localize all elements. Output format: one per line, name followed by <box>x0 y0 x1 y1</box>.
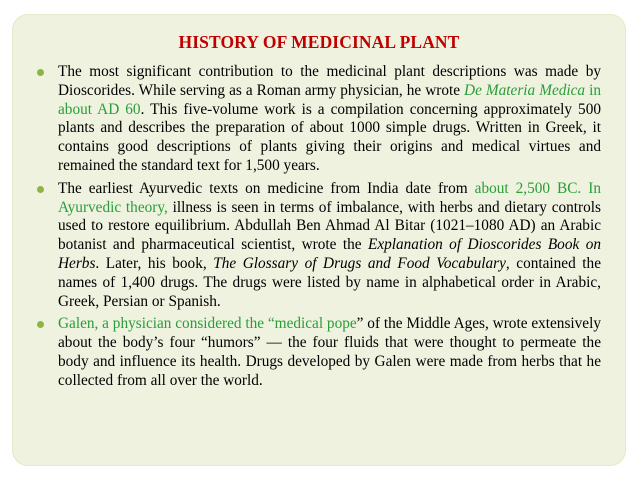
book-title-explanation: Explanation of Dioscorides Book on Herbs <box>58 236 601 272</box>
galen-highlight: Galen, a physician considered the “medical pope <box>58 315 357 333</box>
text-segment: . This five-volume work is a compilation concerning approximately 500 plants and describes the preparation of about 1000 simple drugs. Written in Greek, it contains good descriptions of plants giving their origins and medical virtues and remained the standard text for 1,500 years. <box>58 100 601 174</box>
text-segment: ” of the Middle Ages, wrote extensively about the body’s four “humors” — the four fluids that were thought to permeate the body and influence its health. Drugs developed by Galen were made from herbs that he collected from all over the world. <box>58 315 601 389</box>
text-segment: , contained the names of 1,400 drugs. The drugs were listed by name in alphabetical order in Arabic, Greek, Persian or Spanish. <box>58 254 601 310</box>
bullet-list <box>37 63 601 395</box>
text-segment: . Later, his book, <box>95 254 214 272</box>
bullet-galen <box>37 315 601 390</box>
slide-title: HISTORY OF MEDICINAL PLANT <box>178 32 460 52</box>
text-segment: illness is seen in terms of imbalance, with herbs and dietary controls used to restore equilibrium. Abdullah Ben Ahmad Al Bitar (1021–1080 AD) an Arabic botanist and pharmaceutical scientist, wrote the <box>58 198 601 254</box>
bullet-ayurvedic <box>37 180 601 312</box>
bullet-dot-icon <box>37 69 44 76</box>
ayurvedic-highlight: about 2,500 BC. In Ayurvedic theory, <box>58 179 601 216</box>
bullet-dot-icon <box>37 321 44 328</box>
bullet-dot-icon <box>37 186 44 193</box>
text-segment: The most significant contribution to the medicinal plant descriptions was made by Dioscorides. While serving as a Roman army physician, he wrote <box>58 63 601 99</box>
bullet-dioscorides <box>37 63 601 176</box>
text-segment: The earliest Ayurvedic texts on medicine from India date from <box>58 179 475 197</box>
book-title-glossary: The Glossary of Drugs and Food Vocabulary <box>213 254 506 272</box>
date-highlight: in about AD 60 <box>58 81 601 118</box>
book-title-de-materia-medica: De Materia Medica <box>464 81 586 99</box>
